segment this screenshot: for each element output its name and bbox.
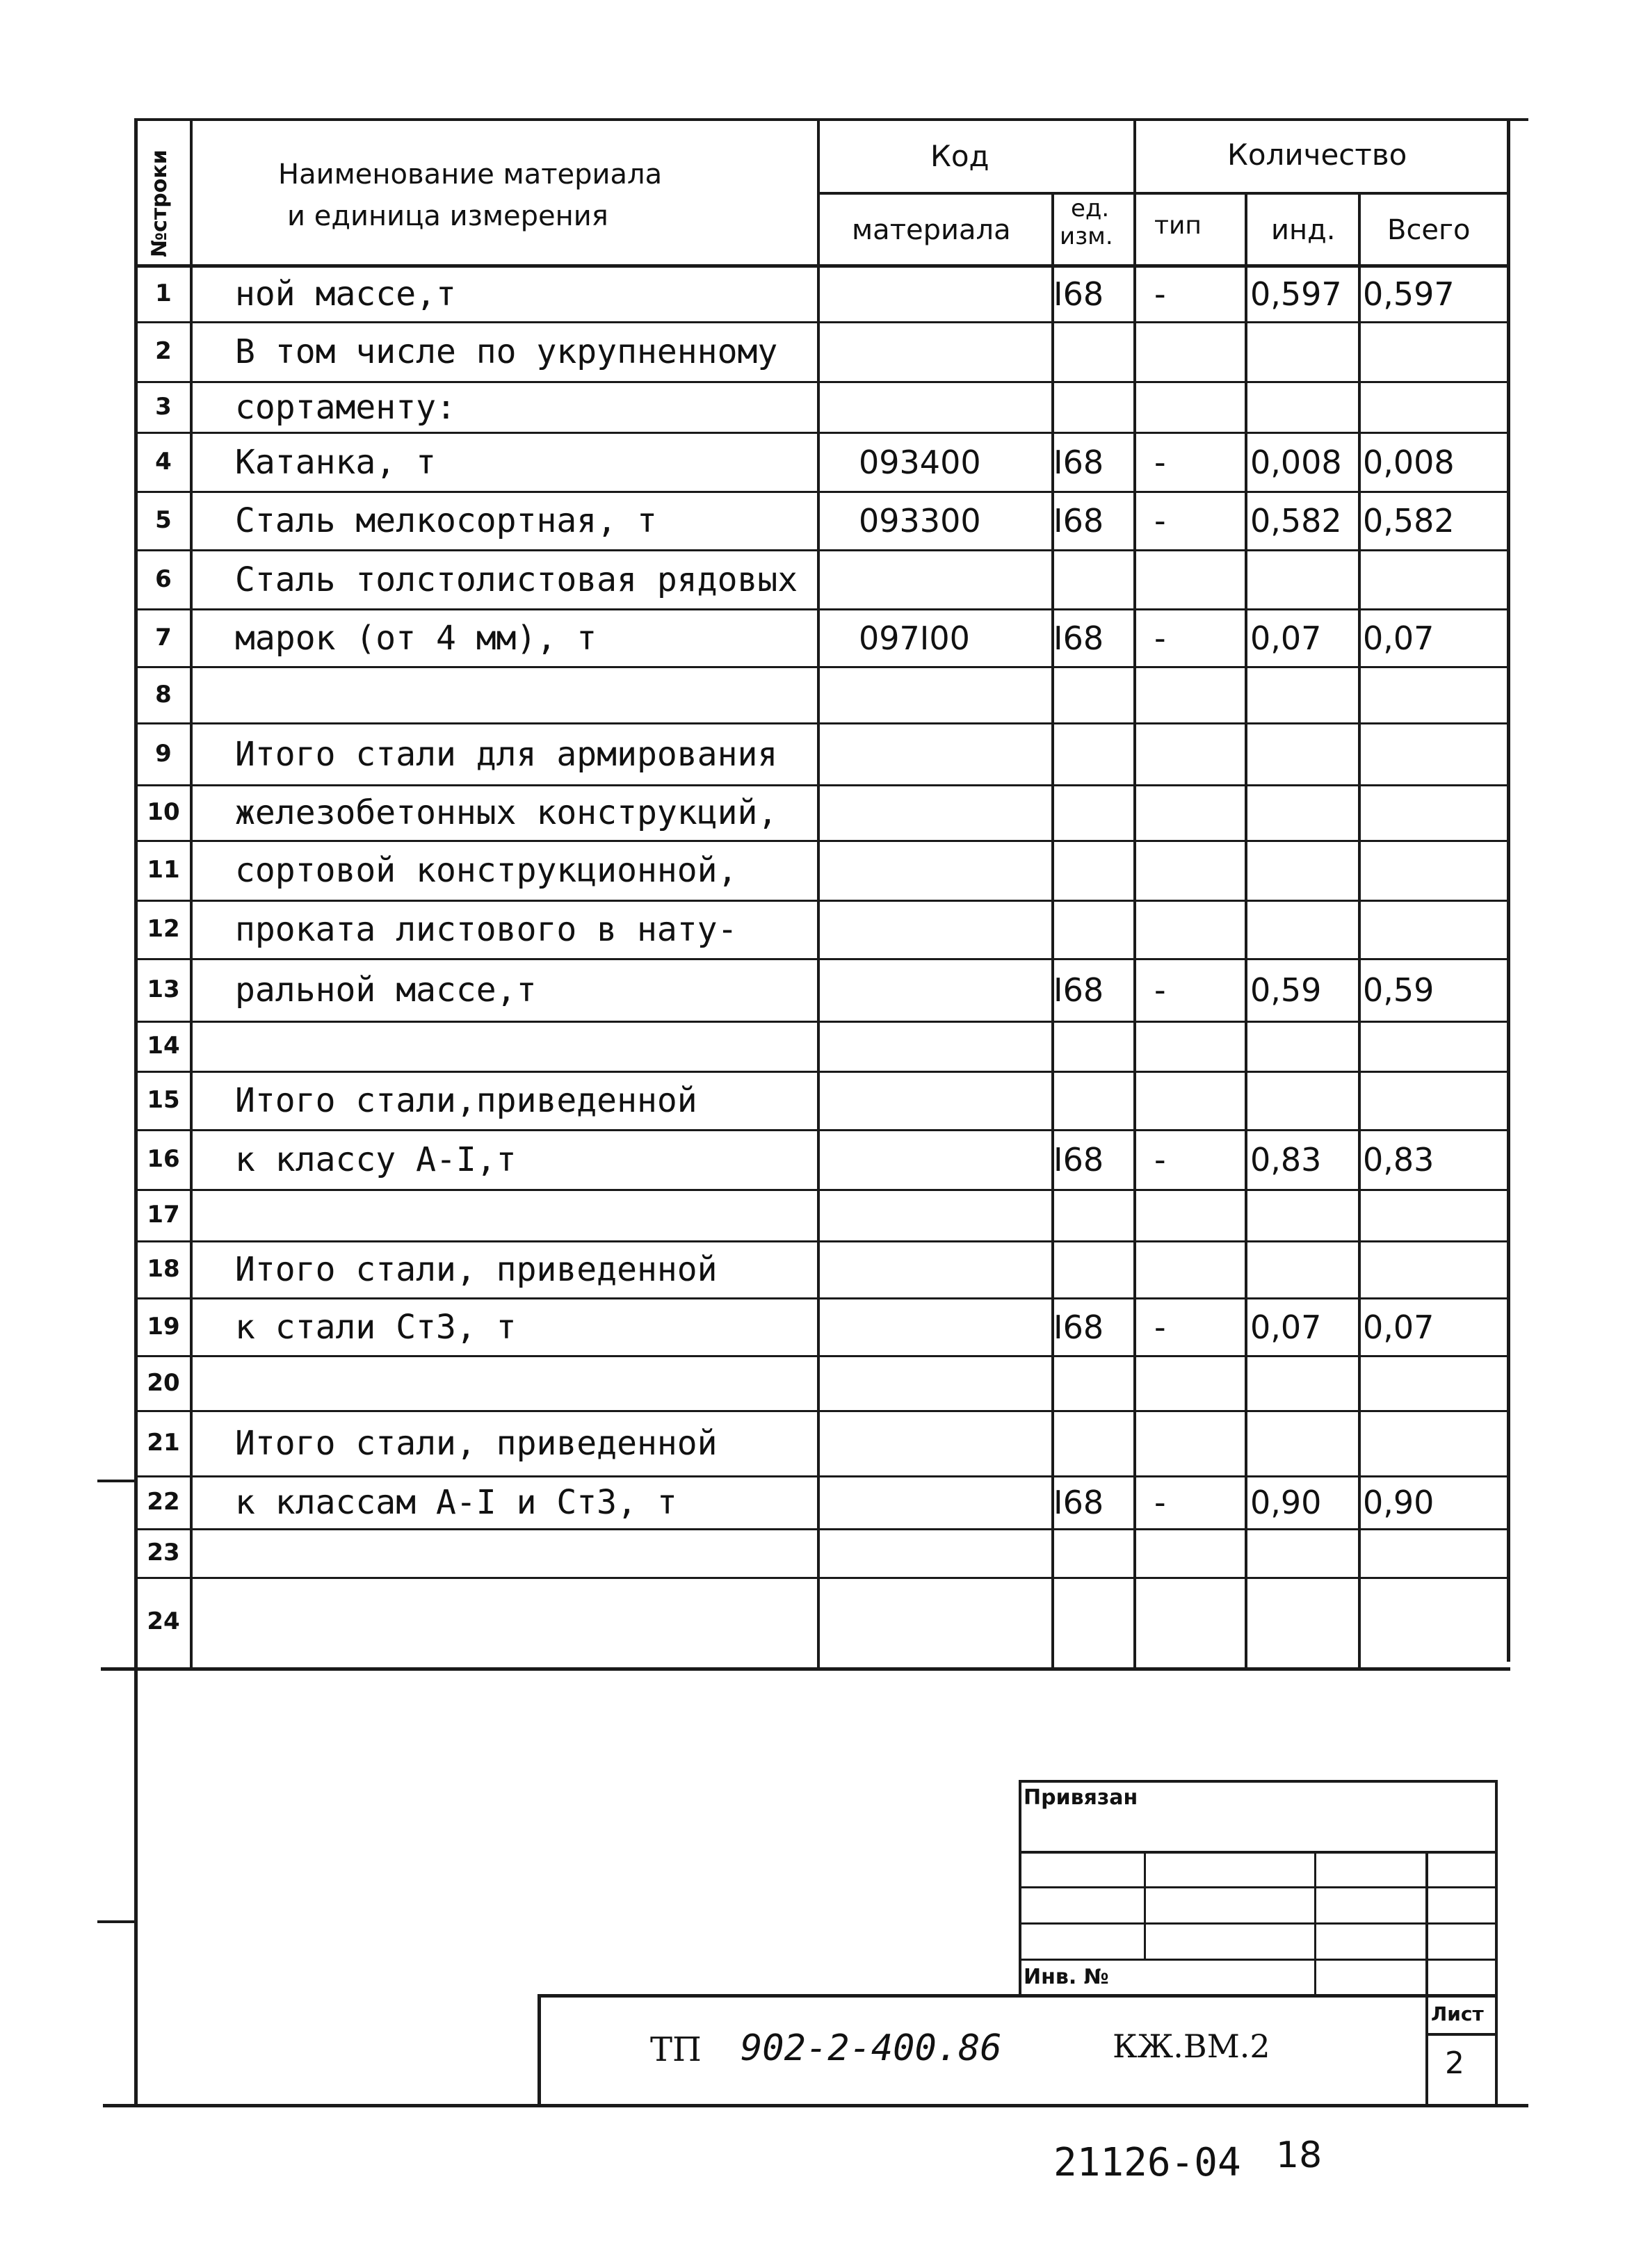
row-separator — [134, 1071, 1510, 1073]
grid-line — [1051, 193, 1054, 1669]
individual-qty-cell: 0,59 — [1250, 971, 1322, 1010]
material-code-cell: 093300 — [859, 502, 981, 540]
doc-code: КЖ.ВМ.2 — [1113, 2027, 1270, 2065]
row-number: 6 — [155, 565, 172, 593]
row-separator — [134, 900, 1510, 902]
row-number: 22 — [147, 1488, 180, 1516]
individual-qty-cell: 0,83 — [1250, 1141, 1322, 1179]
material-name-cell: Итого стали, приведенной — [235, 1250, 718, 1290]
grid-line — [1495, 1780, 1498, 2107]
row-separator — [134, 1475, 1510, 1477]
material-code-cell: 097I00 — [859, 619, 970, 657]
row-number: 16 — [147, 1145, 180, 1173]
row-separator — [134, 1355, 1510, 1357]
type-cell: - — [1154, 971, 1166, 1010]
row-number: 19 — [147, 1312, 180, 1340]
total-qty-cell: 0,07 — [1363, 1308, 1434, 1346]
row-number: 20 — [147, 1368, 180, 1397]
grid-line — [1425, 1852, 1428, 2106]
row-separator — [134, 1297, 1510, 1299]
unit-code-cell: I68 — [1053, 275, 1104, 313]
grid-line — [1358, 193, 1361, 1669]
grid-line — [190, 118, 193, 1669]
name-header-line1: Наименование материала — [278, 159, 663, 191]
individual-qty-cell: 0,07 — [1250, 619, 1322, 657]
type-cell: - — [1154, 1308, 1166, 1346]
grid-line — [134, 264, 1510, 268]
row-number: 10 — [147, 798, 180, 826]
grid-line — [537, 1995, 541, 2107]
material-name-cell: железобетонных конструкций, — [235, 793, 778, 833]
material-name-cell: проката листового в нату- — [235, 910, 738, 950]
sheet-label: Лист — [1431, 2002, 1484, 2025]
ind-header: инд. — [1271, 214, 1336, 246]
material-name-cell: Катанка, т — [235, 442, 436, 482]
row-number: 12 — [147, 915, 180, 943]
row-separator — [134, 608, 1510, 610]
grid-line — [1019, 1780, 1498, 1783]
unit-header-line1: ед. — [1071, 195, 1110, 222]
type-cell: - — [1154, 619, 1166, 657]
row-separator — [134, 1577, 1510, 1579]
row-separator — [134, 432, 1510, 434]
row-separator — [134, 381, 1510, 383]
row-number: 3 — [155, 392, 172, 421]
row-number: 7 — [155, 623, 172, 651]
individual-qty-cell: 0,07 — [1250, 1308, 1322, 1346]
total-qty-cell: 0,597 — [1363, 275, 1455, 313]
grid-line — [537, 1994, 1498, 1998]
row-separator — [134, 491, 1510, 493]
grid-line — [1245, 193, 1247, 1669]
row-number: 14 — [147, 1032, 180, 1060]
sheet-number: 2 — [1445, 2046, 1464, 2081]
total-qty-cell: 0,008 — [1363, 443, 1455, 481]
row-separator — [134, 1189, 1510, 1191]
material-name-cell: сортовой конструкционной, — [235, 851, 738, 891]
grid-line — [101, 1667, 1510, 1671]
total-qty-cell: 0,582 — [1363, 502, 1455, 540]
row-separator — [134, 1240, 1510, 1242]
unit-code-cell: I68 — [1053, 502, 1104, 540]
code-header: Код — [930, 139, 989, 173]
margin-tick — [97, 1920, 136, 1923]
row-separator — [134, 549, 1510, 551]
material-name-cell: сортаменту: — [235, 387, 456, 427]
unit-code-cell: I68 — [1053, 443, 1104, 481]
unit-header-line2: изм. — [1060, 222, 1113, 250]
doc-number: 902-2-400.86 — [741, 2027, 1002, 2069]
material-name-cell: Сталь мелкосортная, т — [235, 501, 657, 541]
row-number: 1 — [155, 279, 172, 307]
row-separator — [134, 321, 1510, 323]
row-number: 17 — [147, 1201, 180, 1229]
grid-line — [1019, 1959, 1498, 1961]
row-number: 15 — [147, 1086, 180, 1114]
material-name-cell: к классам А-I и Ст3, т — [235, 1483, 677, 1523]
inventory-label: Инв. № — [1024, 1965, 1109, 1989]
bound-label: Привязан — [1024, 1785, 1138, 1810]
type-cell: - — [1154, 275, 1166, 313]
row-number: 2 — [155, 337, 172, 365]
total-header: Всего — [1387, 214, 1471, 246]
grid-line — [1425, 2033, 1498, 2036]
individual-qty-cell: 0,582 — [1250, 502, 1342, 540]
row-separator — [134, 1129, 1510, 1131]
material-name-cell: Итого стали, приведенной — [235, 1424, 718, 1464]
row-number: 4 — [155, 447, 172, 476]
unit-code-cell: I68 — [1053, 1484, 1104, 1522]
grid-line — [817, 118, 820, 1669]
row-number: 9 — [155, 739, 172, 768]
margin-tick — [97, 1480, 136, 1482]
row-separator — [134, 1021, 1510, 1023]
unit-code-cell: I68 — [1053, 1141, 1104, 1179]
row-separator — [134, 784, 1510, 786]
material-name-cell: к классу А-I,т — [235, 1140, 517, 1180]
individual-qty-cell: 0,90 — [1250, 1484, 1322, 1522]
doc-title-prefix: ТП — [650, 2030, 702, 2069]
individual-qty-cell: 0,597 — [1250, 275, 1342, 313]
row-number: 11 — [147, 856, 180, 884]
unit-code-cell: I68 — [1053, 971, 1104, 1010]
grid-line — [1133, 118, 1136, 1669]
row-separator — [134, 958, 1510, 960]
total-qty-cell: 0,83 — [1363, 1141, 1434, 1179]
total-qty-cell: 0,59 — [1363, 971, 1434, 1010]
grid-line — [1019, 1851, 1498, 1854]
type-cell: - — [1154, 1141, 1166, 1179]
individual-qty-cell: 0,008 — [1250, 443, 1342, 481]
row-number: 13 — [147, 975, 180, 1003]
material-name-cell: ральной массе,т — [235, 971, 537, 1010]
grid-line — [103, 2104, 1528, 2107]
grid-line — [1019, 1886, 1498, 1888]
page-number: 18 — [1276, 2135, 1323, 2176]
row-number: 8 — [155, 680, 172, 708]
type-cell: - — [1154, 443, 1166, 481]
archive-number: 21126-04 — [1053, 2140, 1241, 2185]
material-code-cell: 093400 — [859, 443, 981, 481]
grid-line — [817, 192, 1510, 195]
row-number: 21 — [147, 1429, 180, 1457]
grid-line — [1019, 1922, 1498, 1925]
total-qty-cell: 0,07 — [1363, 619, 1434, 657]
type-cell: - — [1154, 1484, 1166, 1522]
unit-code-cell: I68 — [1053, 619, 1104, 657]
grid-line — [1144, 1852, 1146, 1960]
grid-line — [134, 118, 138, 2107]
type-header: тип — [1154, 211, 1202, 240]
material-name-cell: Итого стали для армирования — [235, 734, 778, 774]
material-header: материала — [852, 214, 1011, 246]
row-number: 24 — [147, 1607, 180, 1635]
unit-code-cell: I68 — [1053, 1308, 1104, 1346]
row-number-header: №строки — [147, 149, 172, 257]
quantity-header: Количество — [1227, 138, 1407, 172]
total-qty-cell: 0,90 — [1363, 1484, 1434, 1522]
material-name-cell: Сталь толстолистовая рядовых — [235, 560, 798, 599]
grid-line — [1507, 118, 1510, 1662]
material-name-cell: В том числе по укрупненному — [235, 332, 778, 372]
row-separator — [134, 722, 1510, 724]
row-separator — [134, 840, 1510, 842]
material-name-cell: Итого стали,приведенной — [235, 1081, 697, 1121]
row-number: 18 — [147, 1255, 180, 1283]
row-number: 5 — [155, 506, 172, 534]
grid-line — [134, 118, 1528, 121]
row-separator — [134, 666, 1510, 668]
row-number: 23 — [147, 1539, 180, 1566]
row-separator — [134, 1528, 1510, 1530]
material-name-cell: марок (от 4 мм), т — [235, 618, 597, 658]
row-separator — [134, 1410, 1510, 1412]
name-header-line2: и единица измерения — [287, 200, 608, 232]
material-name-cell: к стали Ст3, т — [235, 1307, 517, 1347]
material-name-cell: ной массе,т — [235, 274, 456, 314]
type-cell: - — [1154, 502, 1166, 540]
